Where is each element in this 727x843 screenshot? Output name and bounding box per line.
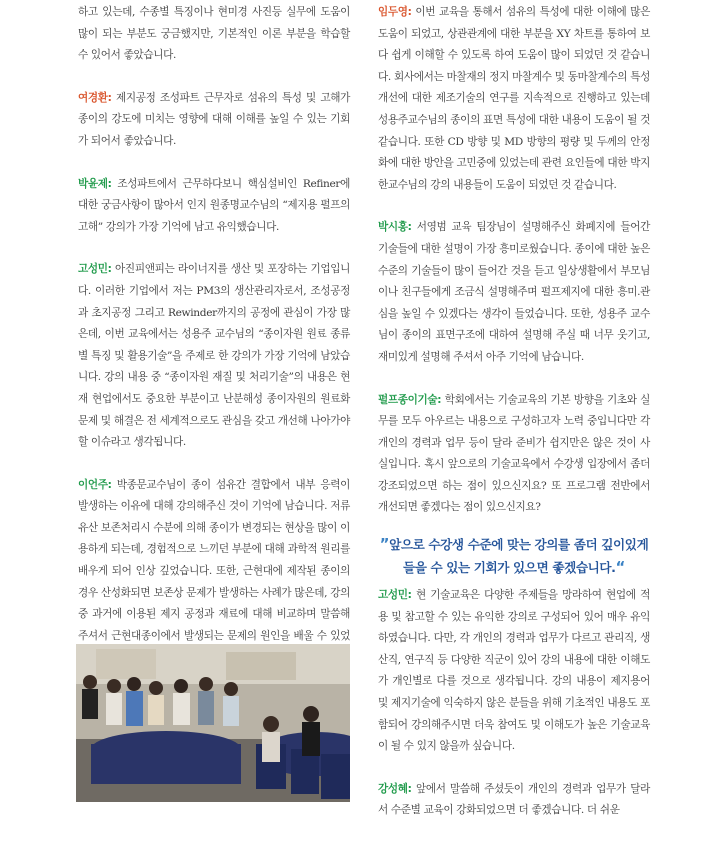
speaker-name: 임두영:	[378, 6, 412, 18]
paragraph-yeo: 여경환: 제지공정 조성파트 근무자로 섬유의 특성 및 고해가 종이의 강도에 미치는 영향에 대해 이해를 높일 수 있는 기회가 되어서 좋았습니다.	[78, 91, 350, 147]
speaker-name: 강성혜:	[378, 782, 412, 795]
seminar-photo	[76, 644, 350, 802]
speaker-name: 고성민:	[78, 263, 112, 276]
right-column	[378, 2, 650, 540]
paragraph-interviewer: 펄프종이기술: 학회에서는 기술교육의 기본 방향을 기초와 실무를 모두 아우르는 내용으로 구성하고자 노력 중입니다만 각 개인의 경력과 업무 등이 달라 준비가 쉽지만은 않은 것이 사실입니다. 혹시 앞으로의 기술교육에서 수강생 입장에서 좀더 강조되었으면 하는 점이 있으신지요? 또 프로그램 전반에서 개선되면 좋겠다는 점이 있으신지요?	[378, 393, 650, 514]
right-column-lower	[378, 585, 650, 843]
seminar-photo-illustration	[76, 644, 350, 802]
speaker-name: 이언주:	[78, 478, 112, 491]
speaker-name: 박윤제:	[78, 177, 112, 190]
quote-close-mark: “	[615, 558, 626, 576]
paragraph-park-sihong: 박시홍: 서영범 교육 팀장님이 설명해주신 화폐지에 들어간 기술들에 대한 설명이 가장 흥미로웠습니다. 종이에 대한 높은 수준의 기술들이 많이 들어간 것을 듣고 일상생활에서 부모님이나 친구들에게 조금식 설명해주며 펄프제지에 대한 흥미.관심을 높일 수 있겠다는 생각이 들었습니다. 또한, 성용주 교수님이 종이의 표면구조에 대하여 설명해 주실 때 너무 웃기고, 재미있게 설명해 주셔서 아주 기억에 남습니다.	[378, 221, 650, 363]
paragraph-park-yunje: 박윤제: 조성파트에서 근무하다보니 핵심설비인 Refiner에 대한 궁금사항이 많아서 인지 원종명교수님의 “제지용 펄프의 고해” 강의가 가장 기억에 남고 유익했습니다.	[78, 177, 350, 233]
pull-quote	[378, 533, 650, 579]
paragraph-ko-sungmin-2: 고성민: 현 기술교육은 다양한 주제들을 망라하여 현업에 적용 및 참고할 수 있는 유익한 강의로 구성되어 있어 매우 유익하였습니다. 다만, 각 개인의 경력과 업무가 다르고 관리직, 생산직, 연구직 등 다양한 직군이 있어 강의 내용에 대한 이해도가 개인별로 다를 것으로 생각됩니다. 강의 내용이 제지용어 및 제지기술에 익숙하지 않은 분들을 위해 기초적인 내용도 포함되어 강의해주시면 더욱 참여도 및 이해도가 높은 기술교육이 될 수 있지 않을까 싶습니다.	[378, 589, 650, 753]
paragraph-intro-cont: 하고 있는데, 수종별 특징이나 현미경 사진등 실무에 도움이 많이 되는 부분도 궁금했지만, 기본적인 이론 부분을 학습할 수 있어서 좋았습니다.	[78, 6, 350, 62]
quote-open-mark: ”	[379, 535, 390, 553]
speaker-name: 펄프종이기술:	[378, 393, 442, 406]
speaker-name: 박시홍:	[378, 221, 412, 234]
paragraph-lee-eonju: 이언주: 박종문교수님이 종이 섬유간 결합에서 내부 응력이 발생하는 이유에 대해 강의해주신 것이 기억에 남습니다. 저류유산 보존처리시 수분에 의해 종이가 변경되는 현상을 많이 이용하게 되는데, 경험적으로 느끼던 부분에 대해 과학적 원리를 배우게 되어 인상 깊었습니다. 또한, 근현대에 제작된 종이의 경우 산성화되면 보존상 문제가 발생하는 사례가 많은데, 강의중 과거에 이용된 제지 공정과 재료에 대해 비교하며 말씀해 주셔서 근현대종이에서 발생되는 문제의 원인을 배울 수 있었	[78, 478, 350, 642]
speaker-name: 여경환:	[78, 91, 112, 104]
left-column	[78, 2, 350, 690]
pull-quote-text: 앞으로 수강생 수준에 맞는 강의를 좀더 깊이있게 들을 수 있는 기회가 있으면 좋겠습니다.	[389, 537, 649, 575]
paragraph-kang-sunghye: 강성혜: 앞에서 말씀해 주셨듯이 개인의 경력과 업무가 달라서 수준별 교육이 강화되었으면 더 좋겠습니다. 더 쉬운	[378, 782, 650, 817]
speaker-name: 고성민:	[378, 589, 412, 601]
paragraph-lim-duyoung: 임두영: 이번 교육을 통해서 섬유의 특성에 대한 이해에 많은 도움이 되었고, 상관관계에 대한 부분을 XY 차트를 통하여 보다 쉽게 이해할 수 있도록 하여 도움이 많이 되었던 것 같습니다. 회사에서는 마찰재의 정지 마찰계수 및 동마찰계수의 특성 개선에 대한 제조기술의 연구를 지속적으로 진행하고 있는데 성용주교수님의 종이의 표면 특성에 대한 내용이 도움이 될 것 같습니다. 또한 CD 방향 및 MD 방향의 평량 및 두께의 안정화에 대한 방안을 고민중에 있었는데 관련 요인들에 대한 박지한교수님의 강의 내용들이 도움이 되었던 것 같습니다.	[378, 6, 650, 191]
paragraph-ko-sungmin: 고성민: 아진피앤피는 라이너지를 생산 및 포장하는 기업입니다. 이러한 기업에서 저는 PM3의 생산관리자로서, 조성공정과 초지공정 그리고 Rewinder까지의 공정에 관심이 가장 많은데, 이번 교육에서는 성용주 교수님의 “종이자원 원료 종류별 특징 및 활용기술”을 주제로 한 강의가 가장 기억에 남았습니다. 강의 내용 중 “종이자원 재질 및 처리기술”의 내용은 현재 현업에서도 중요한 부분이고 난분해성 종이자원의 원료화 문제 및 해결은 전 세계적으로도 관심을 갖고 개선해 나아가야 할 이슈라고 생각됩니다.	[78, 263, 350, 449]
